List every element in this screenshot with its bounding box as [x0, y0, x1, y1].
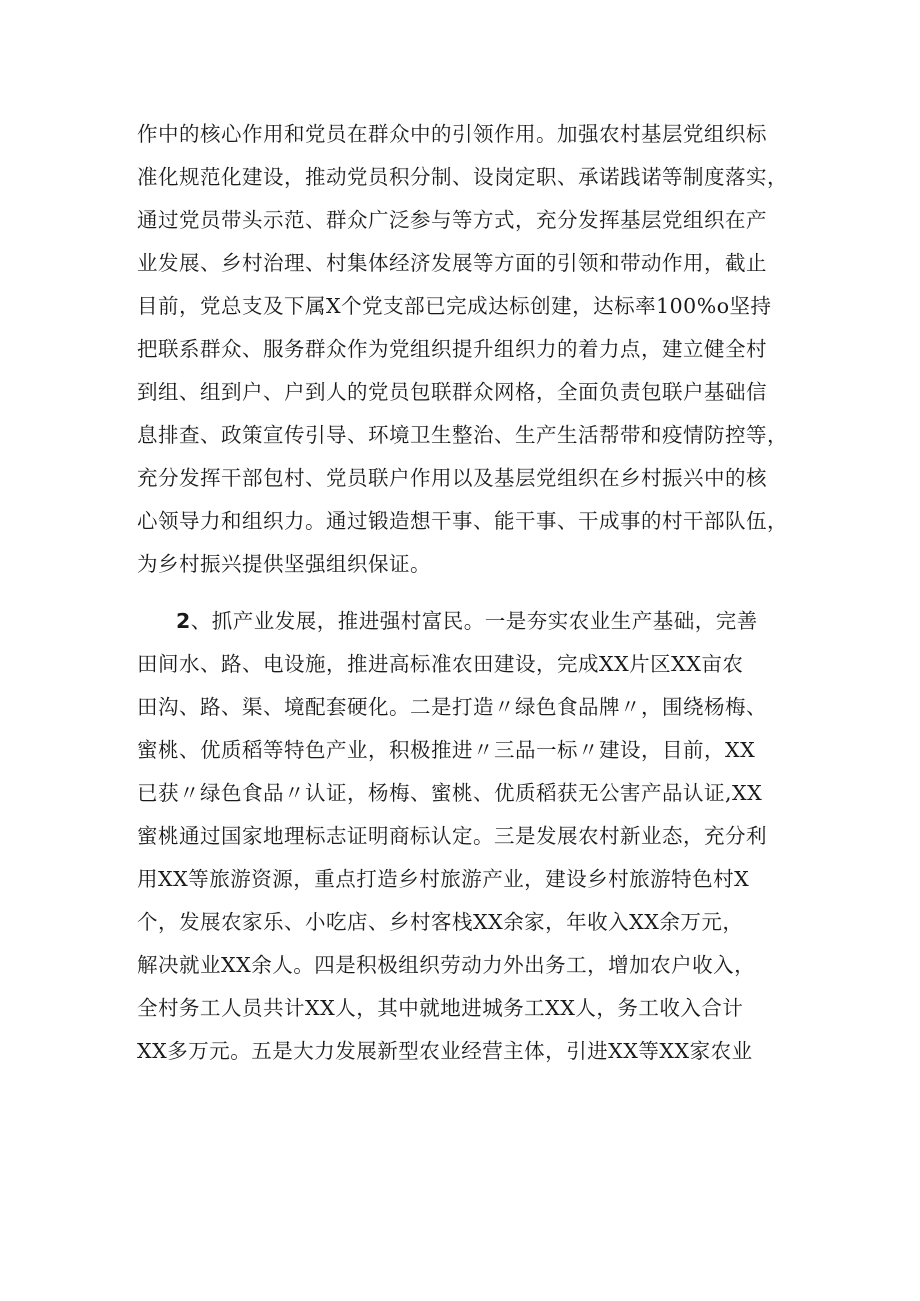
paragraph-2-number: 2: [176, 609, 191, 633]
paragraph-1-line-8: 息排查、政策宣传引导、环境卫生整治、生产生活帮带和疫情防控等，: [137, 423, 788, 447]
paragraph-1-line-5: 目前，党总支及下属X个党支部已完成达标创建，达标率100%o坚持: [137, 294, 772, 318]
paragraph-2-line-5: 已获〃绿色食品〃认证，杨梅、蜜桃、优质稻获无公害产品认证,XX: [137, 781, 763, 805]
paragraph-1-line-9: 充分发挥干部包村、党员联户作用以及基层党组织在乡村振兴中的核: [137, 466, 767, 490]
paragraph-2-line-2: 田间水、路、电设施，推进高标准农田建设，完成XX片区XX亩农: [137, 652, 744, 676]
paragraph-1-line-4: 业发展、乡村治理、村集体经济发展等方面的引领和带动作用，截止: [137, 251, 767, 275]
paragraph-2-line-6: 蜜桃通过国家地理标志证明商标认定。三是发展农村新业态，充分利: [137, 824, 767, 848]
paragraph-1-line-10: 心领导力和组织力。通过锻造想干事、能干事、干成事的村干部队伍，: [137, 509, 788, 533]
paragraph-2-line-1: [176, 607, 758, 635]
paragraph-2-line-4: 蜜桃、优质稻等特色产业，积极推进〃三品一标〃建设，目前，XX: [137, 738, 756, 762]
paragraph-1-line-6: 把联系群众、服务群众作为党组织提升组织力的着力点，建立健全村: [137, 337, 767, 361]
paragraph-1-line-2: 准化规范化建设，推动党员积分制、设岗定职、承诺践诺等制度落实，: [137, 165, 788, 189]
paragraph-2-line-8: 个，发展农家乐、小吃店、乡村客栈XX余家，年收入XX余万元，: [137, 910, 744, 934]
paragraph-1-line-3: 通过党员带头示范、群众广泛参与等方式，充分发挥基层党组织在产: [137, 208, 767, 232]
paragraph-1-line-7: 到组、组到户、户到人的党员包联群众网格，全面负责包联户基础信: [137, 380, 767, 404]
paragraph-2-line-9: 解决就业XX余人。四是积极组织劳动力外出务工，增加农户收入，: [137, 953, 756, 977]
paragraph-2-line-10: 全村务工人员共计XX人，其中就地进城务工XX人，务工收入合计: [137, 996, 744, 1020]
paragraph-2-line-7: 用XX等旅游资源，重点打造乡村旅游产业，建设乡村旅游特色村X: [137, 867, 750, 891]
paragraph-1-line-1: 作中的核心作用和党员在群众中的引领作用。加强农村基层党组织标: [137, 122, 767, 146]
paragraph-2-line-11: XX多万元。五是大力发展新型农业经营主体，引进XX等XX家农业: [137, 1039, 753, 1063]
paragraph-2-line-3: 田沟、路、渠、境配套硬化。二是打造〃绿色食品牌〃，围绕杨梅、: [137, 695, 767, 719]
paragraph-1-line-11: 为乡村振兴提供坚强组织保证。: [137, 552, 431, 576]
paragraph-2-first-text: 、抓产业发展，推进强村富民。一是夯实农业生产基础，完善: [190, 609, 758, 633]
